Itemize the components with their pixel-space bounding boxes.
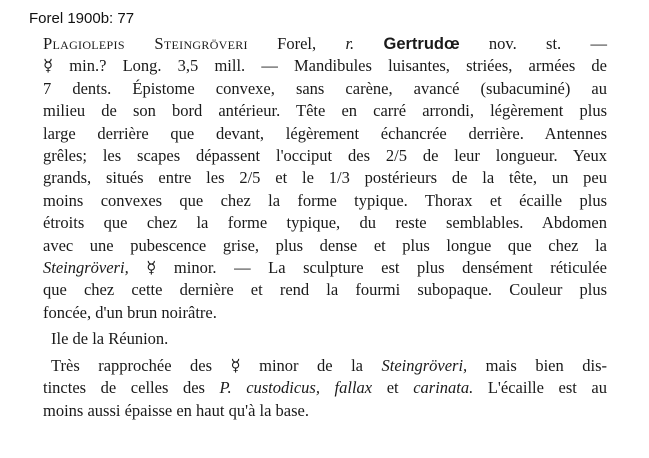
species-italic: Steingröveri, xyxy=(43,258,129,278)
species-italic: Steingröveri, xyxy=(381,355,468,375)
page-body xyxy=(43,33,607,422)
citation-header: Forel 1900b: 77 xyxy=(29,10,135,27)
description-line-3: 7 dents. Épistome convexe, sans carène, avancé (subacuminé) au xyxy=(43,78,607,98)
author: Forel, xyxy=(247,34,346,53)
remarks-line-2 xyxy=(43,377,607,399)
description-line-6: grêles; les scapes dépassent l'occiput des 2/5 de leur longueur. Yeux xyxy=(43,146,607,166)
description-line-11-text: ☿ minor. — La sculpture est plus densément réticulée xyxy=(128,258,607,278)
remarks-text: Très rapprochée des ☿ minor de la xyxy=(51,355,382,375)
description-line-4: milieu de son bord antérieur. Tête en carré arrondi, légèrement plus xyxy=(43,101,607,121)
locality: Ile de la Réunion. xyxy=(51,329,169,349)
status: nov. st. — xyxy=(459,34,607,53)
remarks-line-3: moins aussi épaisse en haut qu'à la base. xyxy=(43,400,309,420)
remarks-text: mais bien dis- xyxy=(467,355,607,375)
taxon-name: Gertrudœ xyxy=(383,35,460,53)
description-line-8: moins convexes que chez la forme typique. Thorax et écaille plus xyxy=(43,190,607,210)
remarks-text: et xyxy=(372,378,414,398)
description-line-13: foncée, d'un brun noirâtre. xyxy=(43,302,217,322)
species-italic: carinata. xyxy=(413,378,474,398)
remarks-line-1 xyxy=(43,355,607,377)
genus-species: Plagiolepis Steingröveri xyxy=(43,34,248,53)
rank-marker: r. xyxy=(345,34,355,53)
description-line-12: que chez cette dernière et rend la fourmi subopaque. Couleur plus xyxy=(43,280,607,300)
description-line-11 xyxy=(43,257,607,279)
remarks-text: tinctes de celles des xyxy=(43,378,220,398)
species-list-italic: P. custodicus, fallax xyxy=(219,378,373,398)
description-line-1 xyxy=(43,33,607,55)
description-line-2: ☿ min.? Long. 3,5 mill. — Mandibules luisantes, striées, armées de xyxy=(43,56,607,76)
description-line-5: large derrière que devant, légèrement échancrée derrière. Antennes xyxy=(43,123,607,143)
remarks-text: L'écaille est au xyxy=(473,378,608,398)
description-line-9: étroits que chez la forme typique, du reste semblables. Abdomen xyxy=(43,213,607,233)
description-line-10: avec une pubescence grise, plus dense et plus longue que chez la xyxy=(43,235,607,255)
description-line-7: grands, situés entre les 2/5 et le 1/3 postérieurs de la tête, un peu xyxy=(43,168,607,188)
